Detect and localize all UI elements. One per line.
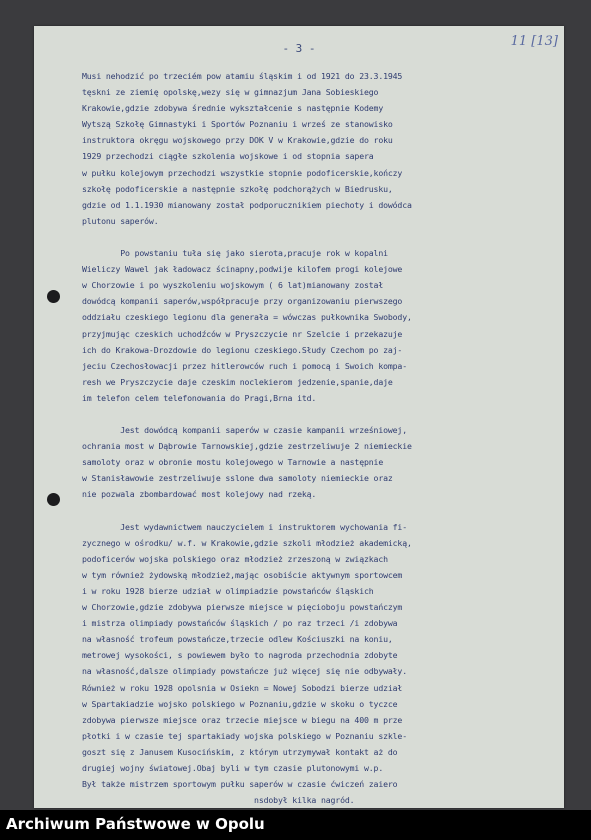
text-line: podoficerów wojska polskiego oraz młodzież zrzeszoną w związkach	[82, 553, 388, 564]
text-line: instruktora okręgu wojskowego przy DOK V w Krakowie,gdzie do roku	[82, 135, 393, 146]
text-line: zycznego w ośrodku/ w.f. w Krakowie,gdzie szkoli młodzież akademicką,	[82, 537, 412, 548]
text-line: ochrania most w Dąbrowie Tarnowskiej,gdzie zestrzeliwuje 2 niemieckie	[82, 441, 412, 452]
text-line: w Stanisławowie zestrzeliwuje sslone dwa samoloty niemieckie oraz	[82, 473, 393, 484]
text-line: w pułku kolejowym przechodzi wszystkie stopnie podoficerskie,kończy	[82, 167, 403, 178]
folio-mark: 11 [13]	[510, 34, 558, 49]
text-line: na własność trofeum powstańcze,trzecie odlew Kościuszki na koniu,	[82, 634, 393, 645]
text-line	[82, 406, 544, 422]
text-line: zdobywa pierwsze miejsce oraz trzecie miejsce w biegu na 400 m prze	[82, 714, 403, 725]
archive-label: Archiwum Państwowe w Opolu	[6, 815, 265, 833]
punch-hole-upper	[47, 290, 60, 303]
text-line	[82, 503, 544, 519]
text-line: na własność,dalsze olimpiady powstańcze już więcej się nie odbywały.	[82, 666, 407, 677]
text-line: nie pozwala zbombardować most kolejowy nad rzeką.	[82, 489, 317, 500]
text-line: resh we Pryszczycie daje czeskim noclekierom jedzenie,spanie,daje	[82, 376, 393, 387]
text-line: Również w roku 1928 opolsnia w Osiekn = Nowej Sobodzi bierze udział	[82, 682, 403, 693]
text-line: Krakowie,gdzie zdobywa średnie wykształcenie s następnie Kodemy	[82, 103, 384, 114]
text-line: goszt się z Janusem Kusocińskim, z którym utrzymywał kontakt aż do	[82, 746, 398, 757]
text-line: plutonu saperów.	[82, 215, 159, 226]
text-line: samoloty oraz w obronie mostu kolejowego w Tarnowie a następnie	[82, 457, 384, 468]
text-line: w Spartakiadzie wojsko polskiego w Poznaniu,gdzie w skoku o tyczce	[82, 698, 398, 709]
text-line: Jest wydawnictwem nauczycielem i instruktorem wychowania fi-	[82, 521, 407, 532]
text-line	[82, 229, 544, 245]
text-line: im telefon celem telefonowania do Pragi,Brna itd.	[82, 392, 317, 403]
text-line: w Chorzowie,gdzie zdobywa pierwsze miejsce w pięcioboju powstańczym	[82, 602, 403, 613]
text-line: w tym również żydowską młodzież,mając osobiście aktywnym sportowcem	[82, 569, 403, 580]
text-line: dowódcą kompanii saperów,współpracuje przy organizowaniu pierwszego	[82, 296, 403, 307]
archive-footer-bar	[0, 810, 591, 840]
punch-hole-lower	[47, 493, 60, 506]
text-line: w Chorzowie i po wyszkoleniu wojskowym ( 6 lat)mianowany został	[82, 280, 384, 291]
text-line: metrowej wysokości, s powiewem było to nagroda przechodnia zdobyte	[82, 650, 398, 661]
text-line: płotki i w czasie tej spartakiady wojska polskiego w Poznaniu szkle-	[82, 730, 407, 741]
text-line: tęskni ze ziemię opolskę,wezy się w gimnazjum Jana Sobieskiego	[82, 87, 379, 98]
text-line: Wieliczy Wawel jak ładowacz ścinapny,podwije kilofem progi kolejowe	[82, 264, 403, 275]
text-line: Był także mistrzem sportowym pułku saperów w czasie ćwiczeń zaiero	[82, 779, 398, 790]
page-number: - 3 -	[282, 42, 316, 55]
text-line: i w roku 1928 bierze udział w olimpiadzie powstańców śląskich	[82, 586, 374, 596]
text-line: 1929 przechodzi ciągłe szkolenia wojskowe i od stopnia sapera	[82, 151, 374, 162]
text-line: przyjmując czeskich uchodźców w Pryszczycie nr Szelcie i przekazuje	[82, 328, 403, 339]
text-line: i mistrza olimpiady powstańców śląskich / po raz trzeci /i zdobywa	[82, 618, 398, 629]
text-line: szkołę podoficerskie a następnie szkołę podchorążych w Biedrusku,	[82, 183, 393, 194]
text-line: Musi nehodzić po trzeciém pow atamiu śląskim i od 1921 do 23.3.1945	[82, 71, 403, 81]
text-line: Jest dowódcą kompanii saperów w czasie kampanii wrześniowej,	[82, 425, 407, 436]
text-line: Wytszą Szkołę Gimnastyki i Sportów Poznaniu i wrześ ze stanowisko	[82, 119, 393, 130]
text-line: oddziału czeskiego legionu dla generała = wówczas pułkownika Swobody,	[82, 312, 412, 323]
text-line: drugiej wojny światowej.Obaj byli w tym czasie plutonowymi w.p.	[82, 763, 384, 774]
text-line: ich do Krakowa-Drozdowie do legionu czeskiego.Słudy Czechom po zaj-	[82, 344, 403, 355]
text-line: jeciu Czechosłowacji przez hitlerowców ruch i pomocą i Swoich kompa-	[82, 360, 407, 371]
text-line: nsdobył kilka nagród.	[82, 795, 355, 806]
document-page	[34, 26, 564, 808]
text-line: gdzie od 1.1.1930 mianowany został podporucznikiem piechoty i dowódca	[82, 199, 412, 210]
text-line: Po powstaniu tuła się jako sierota,pracuje rok w kopalni	[82, 248, 388, 259]
typewritten-body	[82, 68, 544, 808]
